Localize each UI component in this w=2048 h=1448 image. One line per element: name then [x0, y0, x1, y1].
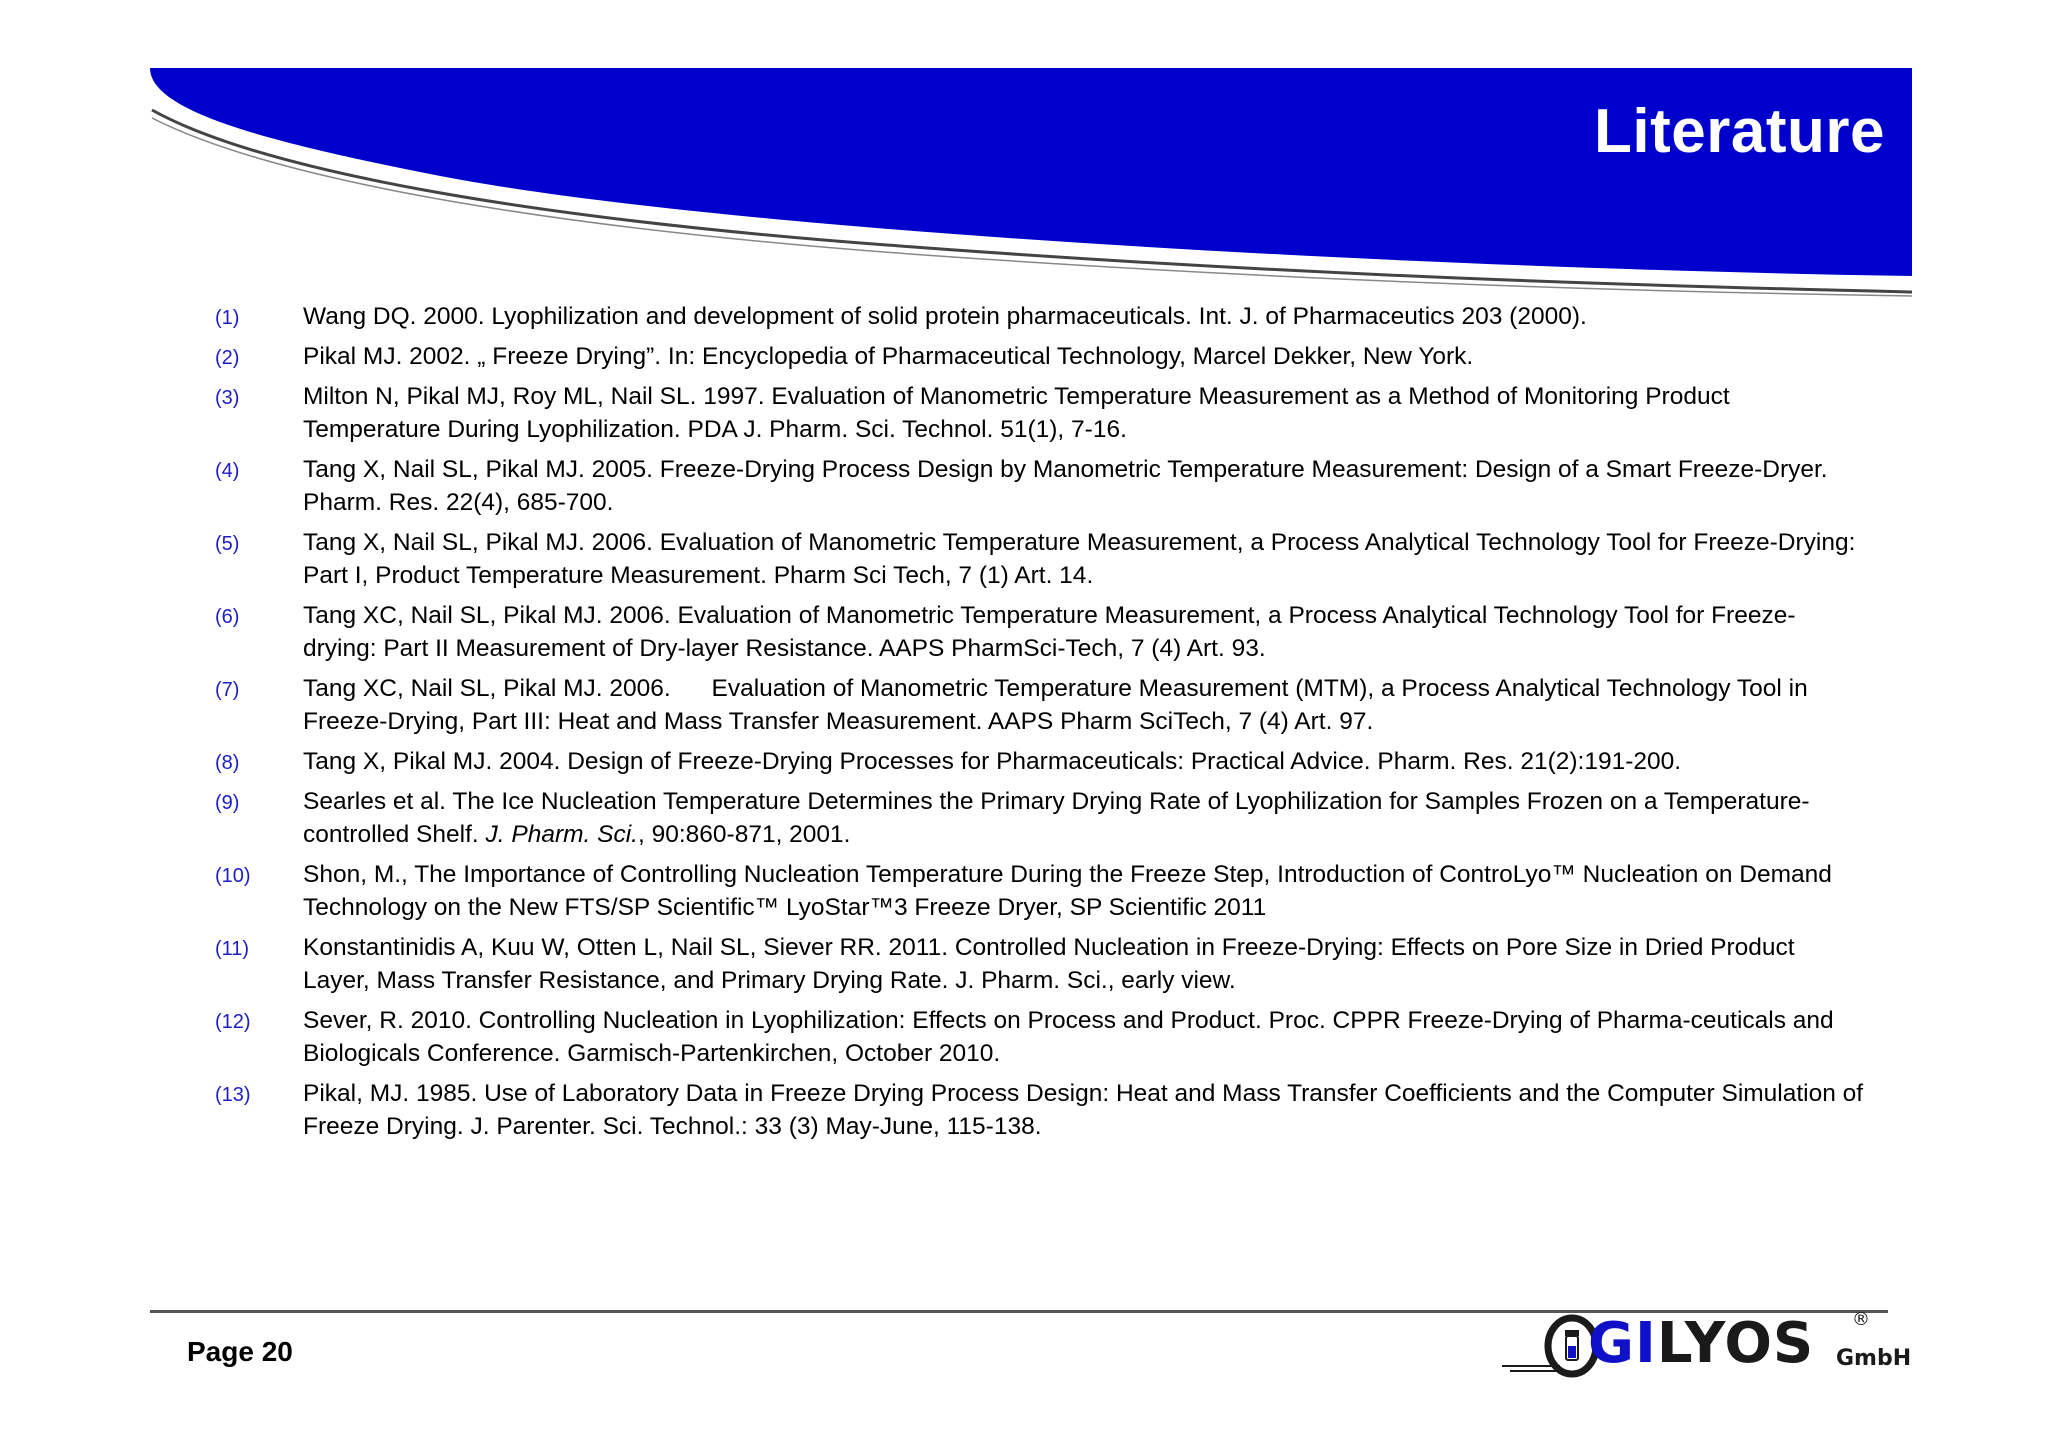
reference-item [0, 1077, 2048, 1143]
reference-item [0, 300, 2048, 333]
reference-text: Pikal MJ. 2002. „ Freeze Drying”. In: Encyclopedia of Pharmaceutical Technology, Marcel Dekker, New York. [303, 343, 1474, 370]
reference-item [0, 453, 2048, 519]
reference-item [0, 745, 2048, 778]
reference-text: Milton N, Pikal MJ, Roy ML, Nail SL. 1997. Evaluation of Manometric Temperature Measurement as a Method of Monitoring Product Temperature During Lyophilization. PDA J. Pharm. Sci. Technol. 51(1), 7-16. [303, 383, 1730, 443]
reference-item [0, 858, 2048, 924]
reference-number: (12) [215, 1011, 251, 1033]
registered-mark: ® [1852, 1309, 1870, 1330]
reference-text: Tang XC, Nail SL, Pikal MJ. 2006. Evaluation of Manometric Temperature Measurement, a Process Analytical Technology Tool for Freeze-drying: Part II Measurement of Dry-layer Resistance. AAPS PharmSci-Tech, 7 (4) Art. 93. [303, 602, 1796, 662]
reference-text: Sever, R. 2010. Controlling Nucleation in Lyophilization: Effects on Process and Product. Proc. CPPR Freeze-Drying of Pharma-ceuticals and Biologicals Conference. Garmisch-Partenkirchen, October 2010. [303, 1007, 1834, 1067]
reference-item [0, 340, 2048, 373]
reference-number: (10) [215, 865, 251, 887]
reference-journal-italic: J. Pharm. Sci. [485, 821, 638, 848]
reference-item [0, 599, 2048, 665]
reference-list [0, 300, 2048, 1150]
reference-number: (8) [215, 752, 240, 774]
reference-item [0, 785, 2048, 851]
reference-text-part: , 90:860-871, 2001. [637, 821, 851, 848]
reference-item [0, 672, 2048, 738]
reference-item [0, 931, 2048, 997]
reference-text [303, 785, 1868, 851]
reference-number: (4) [215, 460, 240, 482]
reference-number: (11) [215, 938, 250, 960]
reference-number: (1) [215, 307, 240, 329]
logo-wordmark-blue: GI [1588, 1311, 1657, 1376]
slide-title: Literature [1594, 97, 1885, 166]
company-logo [1500, 1310, 1910, 1380]
logo-wordmark-dark: LYOS [1656, 1311, 1815, 1376]
reference-item [0, 526, 2048, 592]
reference-item [0, 380, 2048, 446]
reference-text: Pikal, MJ. 1985. Use of Laboratory Data in Freeze Drying Process Design: Heat and Mass Transfer Coefficients and the Computer Simulation of Freeze Drying. J. Parenter. Sci. Technol.: 33 (3) May-June, 115-138. [303, 1080, 1864, 1140]
reference-text-part: Searles et al. The Ice Nucleation Temperature Determines the Primary Drying Rate of Lyophilization for Samples Frozen on a Temperature-controlled Shelf. [303, 788, 1810, 848]
reference-text: Tang X, Nail SL, Pikal MJ. 2006. Evaluation of Manometric Temperature Measurement, a Process Analytical Technology Tool for Freeze-Drying: Part I, Product Temperature Measurement. Pharm Sci Tech, 7 (1) Art. 14. [303, 529, 1856, 589]
reference-number: (7) [215, 679, 240, 701]
logo-wordmark [1588, 1312, 1814, 1376]
reference-number: (3) [215, 387, 240, 409]
page-number: Page 20 [187, 1336, 293, 1367]
reference-number: (2) [215, 347, 240, 369]
reference-text: Tang X, Pikal MJ. 2004. Design of Freeze-Drying Processes for Pharmaceuticals: Practical Advice. Pharm. Res. 21(2):191-200. [303, 748, 1682, 775]
reference-text: Tang XC, Nail SL, Pikal MJ. 2006. Evaluation of Manometric Temperature Measurement (MTM), a Process Analytical Technology Tool in Freeze-Drying, Part III: Heat and Mass Transfer Measurement. AAPS Pharm SciTech, 7 (4) Art. 97. [303, 675, 1815, 735]
reference-number: (13) [215, 1084, 251, 1106]
reference-text: Tang X, Nail SL, Pikal MJ. 2005. Freeze-Drying Process Design by Manometric Temperature Measurement: Design of a Smart Freeze-Dryer. Pharm. Res. 22(4), 685-700. [303, 456, 1828, 516]
reference-text: Shon, M., The Importance of Controlling Nucleation Temperature During the Freeze Step, Introduction of ControLyo™ Nucleation on Demand Technology on the New FTS/SP Scientific™ LyoStar™3 Freeze Dryer, SP Scientific 2011 [303, 861, 1832, 921]
reference-text: Wang DQ. 2000. Lyophilization and development of solid protein pharmaceuticals. Int. J. of Pharmaceutics 203 (2000). [303, 303, 1587, 330]
reference-item [0, 1004, 2048, 1070]
reference-text: Konstantinidis A, Kuu W, Otten L, Nail SL, Siever RR. 2011. Controlled Nucleation in Freeze-Drying: Effects on Pore Size in Dried Product Layer, Mass Transfer Resistance, and Primary Drying Rate. J. Pharm. Sci., early view. [303, 934, 1795, 994]
reference-number: (5) [215, 533, 240, 555]
reference-number: (9) [215, 792, 240, 814]
logo-suffix: GmbH [1836, 1346, 1912, 1371]
reference-number: (6) [215, 606, 240, 628]
